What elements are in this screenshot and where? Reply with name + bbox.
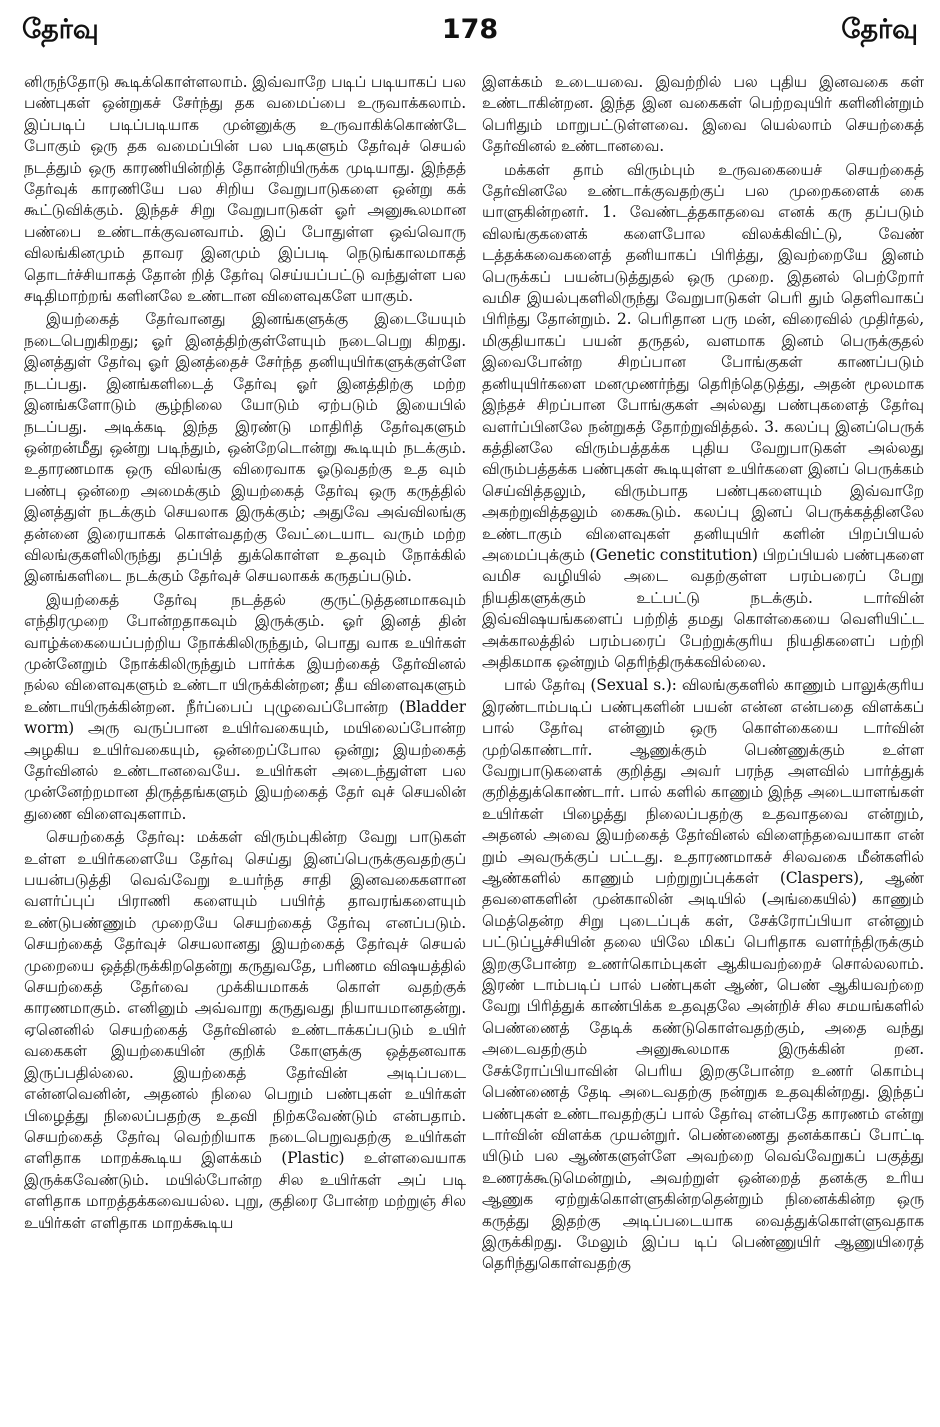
paragraph: செயற்கைத் தேர்வு: மக்கள் விரும்புகின்ற வேறு பாடுகள் உள்ள உயிர்களையே தேர்வு செய்து இனப்பெருக்குவதற்குப் பயன்படுத்தி வெவ்வேறு உயர்ந்த சாதி இனவகைகளான வளர்ப்புப் பிராணி களையும் பயிர்த் தாவரங்களையும் உண்டுபண்ணும் முறையே செயற்கைத் தேர்வு எனப்படும். செயற்கைத் தேர்வுச் செயலானது இயற்கைத் தேர்வுச் செயல் முறையை ஒத்திருக்கிறதென்று கருதுவதே, பரிணம விஷயத்தில் செயற்கைத் தேர்வை முக்கியமாகக் கொள் வதற்குக் காரணமாகும். எனினும் அவ்வாறு கருதுவது நியாயமானதன்று. ஏனெனில் செயற்கைத் தேர்வினல் உண்டாக்கப்படும் உயிர் வகைகள் இயற்கையின் குறிக் கோளுக்கு ஒத்தனவாக இருப்பதில்லை. இயற்கைத் தேர்வின் அடிப்படை என்னவெனின், அதனல் நிலை பெறும் பண்புகள் உயிர்கள் பிழைத்து நிலைப்பதற்கு உதவி நிற்கவேண்டும் என்பதாம். செயற்கைத் தேர்வு வெற்றியாக நடைபெறுவதற்கு உயிர்கள் எளிதாக மாறக்கூடிய இளக்கம் (Plastic) உள்ளவையாக இருக்கவேண்டும். மயில்போன்ற சில உயிர்கள் அப் படி எளிதாக மாறத்தக்கவையல்ல. புறு, குதிரை போன்ற மற்றுஞ் சில உயிர்கள் எளிதாக மாறக்கூடிய [24, 828, 466, 1232]
header-right-word: தேர்வு [841, 14, 918, 45]
paragraph: மக்கள் தாம் விரும்பும் உருவகையைச் செயற்கைத் தேர்வினலே உண்டாக்குவதற்குப் பல முறைகளைக் கை யாளுகின்றனர். 1. வேண்டத்தகாதவை எனக் கரு தப்படும் விலங்குகளைக் களைபோல விலக்கிவிட்டு, வேண் டத்தக்கவைகளைத் தனியாகப் பிரித்து, இவற்றையே இனம் பெருக்கப் பயன்படுத்துதல் ஒரு முறை. இதனல் பெற்றோர் வமிச இயல்புகளிலிருந்து வேறுபாடுகள் பெரி தும் தெளிவாகப் பிரிந்து தோன்றும். 2. பெரிதான பரு மன், விரைவில் முதிர்தல், மிகுதியாகப் பயன் தருதல், வளமாக இனம் பெருக்குதல் இவைபோன்ற சிறப்பான போங்குகள் காணப்படும் தனியுயிர்களை மனமுணர்ந்து தெரிந்தெடுத்து, அதன் மூலமாக இந்தச் சிறப்பான போங்குகள் அல்லது பண்புகளைத் தேர்வு வளர்ப்பினலே நன்றுகத் தோற்றுவித்தல். 3. கலப்பு இனப்பெருக் கத்தினலே விரும்பத்தக்க புதிய வேறுபாடுகள் அல்லது விரும்பத்தக்க பண்புகள் கூடியுள்ள உயிர்களை இனப் பெருக்கம் செய்வித்தலும், விரும்பாத பண்புகளையும் இவ்வாறே அகற்றுவித்தலும் கைகூடும். கலப்பு இனப் பெருக்கத்தினலே உண்டாகும் விளைவுகள் தனியுயிர் களின் பிறப்பியல் அமைப்புக்கும் (Genetic constitution) பிறப்பியல் பண்புகளை வமிச வழியில் அடை வதற்குள்ள பரம்பரைப் பேறு நியதிகளுக்கும் உட்பட்டு நடக்கும். டார்வின் இவ்விஷயங்களைப் பற்றித் தமது கொள்கையை வெளியிட்ட அக்காலத்தில் பரம்பரைப் பேற்றுக்குரிய நியதிகளைப் பற்றி அதிகமாக ஒன்றும் தெரிந்திருக்கவில்லை. [482, 160, 924, 671]
running-header [22, 14, 918, 54]
header-left-word: தேர்வு [22, 14, 99, 45]
paragraph: இயற்கைத் தேர்வு நடத்தல் குருட்டுத்தனமாகவும் எந்திரமுறை போன்றதாகவும் இருக்கும். ஓர் இனத் தின் வாழ்க்கையைப்பற்றிய நோக்கிலிருந்தும், பொது வாக உயிர்கள் முன்னேறும் நோக்கிலிருந்தும் பார்க்க இயற்கைத் தேர்வினல் நல்ல விளைவுகளும் உண்டா யிருக்கின்றன; தீய விளைவுகளும் உண்டாயிருக்கின்றன. நீர்ப்பைப் புழுவைப்போன்ற (Bladder worm) அரு வருப்பான உயிர்வகையும், மயிலைப்போன்ற அழகிய உயிர்வகையும், ஒன்றைப்போல ஒன்று; இயற்கைத் தேர்வினல் உண்டானவையே. உயிர்கள் அடைந்துள்ள பல முன்னேற்றமான திருத்தங்களும் இயற்கைத் தேர் வுச் செயலின் துணை விளைவுகளாம். [24, 590, 466, 823]
right-column [482, 72, 924, 1412]
paragraph: இயற்கைத் தேர்வானது இனங்களுக்கு இடையேயும் நடைபெறுகிறது; ஓர் இனத்திற்குள்ளேயும் நடைபெறு கிறது. இனத்துள் தேர்வு ஓர் இனத்தைச் சேர்ந்த தனியுயிர்களுக்குள்ளே நடப்பது. இனங்களிடைத் தேர்வு ஓர் இனத்திற்கு மற்ற இனங்களோடும் சூழ்நிலை யோடும் ஏற்படும் இயைபில் நடப்பது. அடிக்கடி இந்த இரண்டு மாதிரித் தேர்வுகளும் ஒன்றன்மீது ஒன்று படிந்தும், ஒன்றேடொன்று கூடியும் நடக்கும். உதாரணமாக ஒரு விலங்கு விரைவாக ஓடுவதற்கு உத வும் பண்பு ஒன்றை அமைக்கும் இயற்கைத் தேர்வு ஒரு கருத்தில் இனத்துள் நடக்கும் செயலாக இருக்கும்; அதுவே அவ்விலங்கு தன்னை இரையாகக் கொள்வதற்கு வேட்டையாட வரும் மற்ற விலங்குகளிலிருந்து தப்பித் துக்கொள்ள உதவும் நோக்கில் இனங்களிடை நடக்கும் தேர்வுச் செயலாகக் கருதப்படும். [24, 310, 466, 586]
paragraph: இளக்கம் உடையவை. இவற்றில் பல புதிய இனவகை கள் உண்டாகின்றன. இந்த இன வகைகள் பெற்றவுயிர் களினின்றும் பெரிதும் மாறுபட்டுள்ளவை. இவை யெல்லாம் செயற்கைத் தேர்வினல் உண்டானவை. [482, 73, 924, 156]
paragraph: பால் தேர்வு (Sexual s.): விலங்குகளில் காணும் பாலுக்குரிய இரண்டாம்படிப் பண்புகளின் பயன் என்ன என்பதை விளக்கப் பால் தேர்வு என்னும் ஒரு கொள்கையை டார்வின் முற்கொண்டார். ஆணுக்கும் பெண்ணுக்கும் உள்ள வேறுபாடுகளைக் குறித்து அவர் பரந்த அளவில் பார்த்துக் குறித்துக்கொண்டார். பால் களில் காணும் இந்த அடையாளங்கள் உயிர்கள் பிழைத்து நிலைப்பதற்கு உதவாதவை என்றும், அதனல் அவை இயற்கைத் தேர்வினல் விளைந்தவையாகா என் றும் அவருக்குப் பட்டது. உதாரணமாகச் சிலவகை மீன்களில் ஆண்களில் காணும் பற்றுறுப்புக்கள் (Claspers), ஆண் தவளைகளின் முன்காலின் அடியில் (அங்கையில்) காணும் மெத்தென்ற சிறு புடைப்புக் கள், சேக்ரோப்பியா என்னும் பட்டுப்பூச்சியின் தலை யிலே மிகப் பெரிதாக வளர்ந்திருக்கும் இறகுபோன்ற உணர்கொம்புகள் ஆகியவற்றைச் சொல்லலாம். இரண் டாம்படிப் பால் பண்புகள் ஆண், பெண் ஆகியவற்றை வேறு பிரித்துக் காண்பிக்க உதவுதலே அன்றிச் சில சமயங்களில் பெண்ணைத் தேடிக் கண்டுகொள்வதற்கும், அதை வந்து அடைவதற்கும் அனுகூலமாக இருக்கின் றன. சேக்ரோப்பியாவின் பெரிய இறகுபோன்ற உணர் கொம்பு பெண்ணைத் தேடி அடைவதற்கு நன்றுக உதவுகின்றது. இந்தப் பண்புகள் உண்டாவதற்குப் பால் தேர்வு என்பதே காரணம் என்று டார்வின் விளக்க முயன்றுர். பெண்ணைது தனக்காகப் போட்டி யிடும் பல ஆண்களுள்ளே அவற்றை வெவ்வேறுகப் பகுத்து உணரக்கூடுமென்றும், அவற்றுள் ஒன்றைத் தனக்கு உரிய ஆணுக ஏற்றுக்கொள்ளுகின்றதென்றும் நினைக்கின்ற ஒரு கருத்து இதற்கு அடிப்படையாக வைத்துக்கொள்ளுவதாக இருக்கிறது. மேலும் இப்ப டிப் பெண்ணுயிர் ஆணுயிரைத் தெரிந்துகொள்வதற்கு [482, 676, 924, 1273]
page-number: 178 [441, 14, 499, 45]
paragraph: னிருந்தோடு கூடிக்கொள்ளலாம். இவ்வாறே படிப் படியாகப் பல பண்புகள் ஒன்றுகச் சேர்ந்து தக வமைப்பை உருவாக்கலாம். இப்படிப் படிப்படியாக முன்னுக்கு உருவாகிக்கொண்டே போகும் ஒரு தக வமைப்பின் பல படிகளும் தேர்வுச் செயல் நடத்தும் ஒரு காரணியின்றித் தோன்றியிருக்க முடியாது. இந்தத் தேர்வுக் காரணியே பல சிறிய வேறுபாடுகளை ஒன்று கக் கூட்டுவிக்கும். இந்தச் சிறு வேறுபாடுகள் ஓர் அனுகூலமான பண்பை உண்டாக்குவனவாம். இப் போதுள்ள ஒவ்வொரு விலங்கினமும் தாவர இனமும் இப்படி நெடுங்காலமாகத் தொடர்ச்சியாகத் தோன் றித் தேர்வு செய்யப்பட்டு வந்துள்ள பல சடிதிமாற்றங் களினலே உண்டான விளைவுகளே யாகும். [24, 73, 466, 306]
left-column [24, 72, 466, 1412]
